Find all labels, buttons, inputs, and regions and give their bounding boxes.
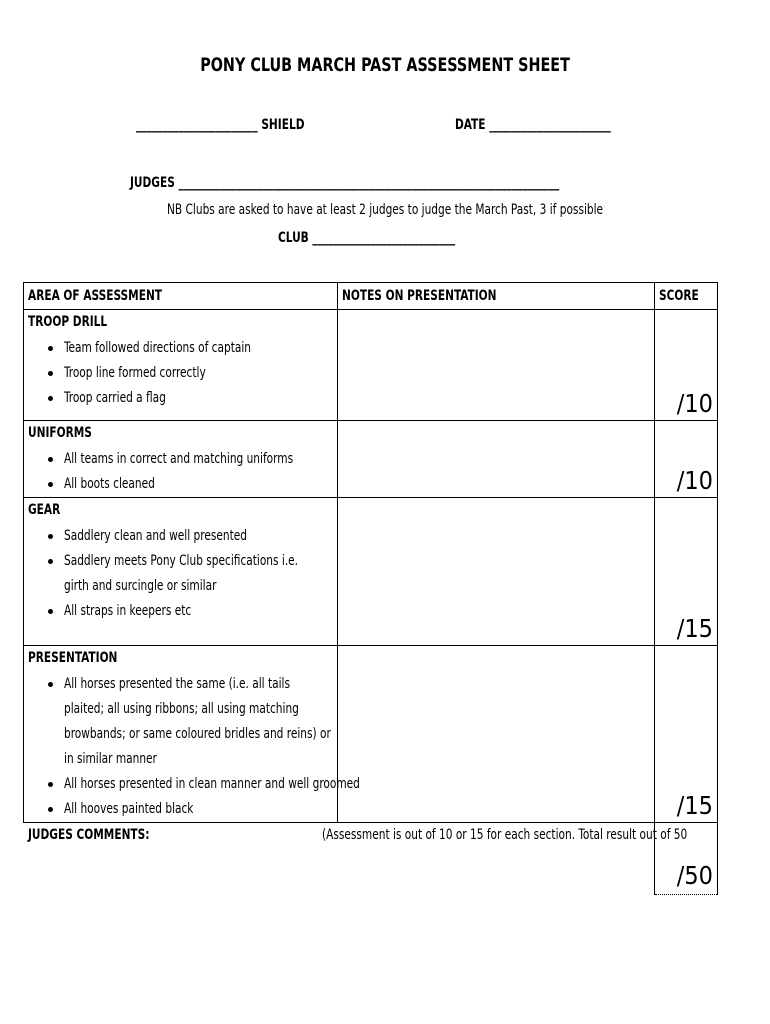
- area-cell: [24, 310, 338, 421]
- section-title: TROOP DRILL: [28, 314, 108, 330]
- comments-row: [24, 823, 718, 895]
- assessment-note: (Assessment is out of 10 or 15 for each section. Total result out of 50: [321, 827, 687, 843]
- comments-label: JUDGES COMMENTS:: [27, 827, 149, 843]
- table-header-row: [24, 283, 718, 310]
- list-item: All hooves painted black: [48, 797, 337, 822]
- notes-input-cell[interactable]: [338, 498, 655, 646]
- table-row: [24, 646, 718, 823]
- club-field[interactable]: CLUB ___________________________: [278, 230, 456, 246]
- score-cell[interactable]: /10: [655, 310, 718, 421]
- date-field[interactable]: DATE _______________________: [455, 117, 611, 133]
- total-score-cell[interactable]: /50: [655, 823, 718, 895]
- section-title: PRESENTATION: [28, 650, 118, 666]
- judges-field[interactable]: JUDGES ________________________________________________________________________: [130, 175, 560, 191]
- notes-input-cell[interactable]: [338, 646, 655, 823]
- area-cell: [24, 421, 338, 498]
- list-item: Troop carried a flag: [48, 386, 337, 411]
- list-item: Troop line formed correctly: [48, 361, 337, 386]
- area-cell: [24, 498, 338, 646]
- page-title: PONY CLUB MARCH PAST ASSESSMENT SHEET: [200, 54, 570, 76]
- notes-input-cell[interactable]: [338, 310, 655, 421]
- score-cell[interactable]: /15: [655, 498, 718, 646]
- list-item: All teams in correct and matching uniforms: [48, 447, 337, 472]
- notes-input-cell[interactable]: [338, 421, 655, 498]
- list-item: All horses presented the same (i.e. all tails plaited; all using ribbons; all using matching browbands; or same coloured bridles and reins) or in similar manner: [48, 672, 337, 772]
- section-title: UNIFORMS: [28, 425, 92, 441]
- score-cell[interactable]: /15: [655, 646, 718, 823]
- table-row: [24, 421, 718, 498]
- header-score: SCORE: [655, 283, 718, 310]
- score-cell[interactable]: /10: [655, 421, 718, 498]
- header-area: AREA OF ASSESSMENT: [24, 283, 338, 310]
- list-item: All boots cleaned: [48, 472, 337, 497]
- list-item: All straps in keepers etc: [48, 599, 337, 624]
- shield-field[interactable]: _______________________ SHIELD: [136, 117, 305, 133]
- area-cell: [24, 646, 360, 823]
- nb-note: NB Clubs are asked to have at least 2 judges to judge the March Past, 3 if possible: [167, 202, 604, 218]
- header-notes: NOTES ON PRESENTATION: [338, 283, 655, 310]
- assessment-table: [23, 282, 718, 895]
- list-item: All horses presented in clean manner and well groomed: [48, 772, 337, 797]
- comments-cell[interactable]: [24, 823, 687, 895]
- list-item: Saddlery clean and well presented: [48, 524, 337, 549]
- table-row: [24, 310, 718, 421]
- section-title: GEAR: [28, 502, 61, 518]
- list-item: Saddlery meets Pony Club specifications i.e. girth and surcingle or similar: [48, 549, 337, 599]
- table-row: [24, 498, 718, 646]
- list-item: Team followed directions of captain: [48, 336, 337, 361]
